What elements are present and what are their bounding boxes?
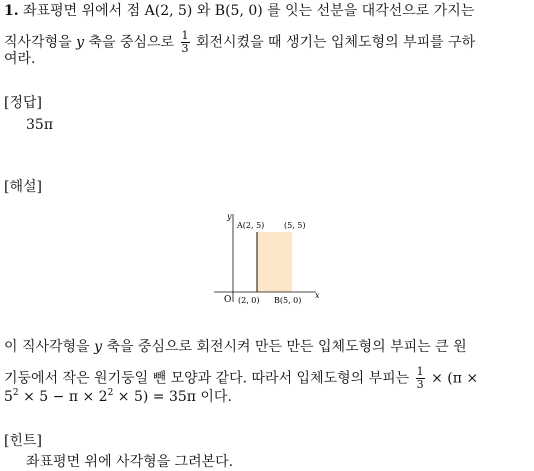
point-top-right-label: (5, 5) [284, 221, 306, 230]
problem-text-2a: 직사각형을 [4, 34, 72, 51]
y-axis-label: y [227, 212, 232, 221]
coordinate-graph [212, 210, 322, 306]
problem-text-2b: 축을 중심으로 [88, 34, 175, 51]
problem-text-3: 여라. [4, 51, 36, 67]
variable-y: y [76, 34, 84, 51]
solution-fraction-numerator: 1 [416, 365, 424, 378]
problem-line-1 [4, 2, 474, 20]
solution-text-2a: 기둥에서 작은 원기둥일 뺀 모양과 같다. 따라서 입체도형의 부피는 [4, 370, 410, 387]
problem-line-2 [4, 30, 475, 55]
fraction-one-third [181, 30, 190, 55]
solution-line-1 [4, 338, 467, 356]
x-axis-label: x [315, 291, 320, 300]
solution-variable-y: y [94, 339, 102, 355]
solution-text-1b: 축을 중심으로 회전시켜 만든 만든 입체도형의 부피는 큰 원 [106, 339, 467, 355]
solution-fraction-one-third [416, 366, 425, 391]
point-A-label: A(2, 5) [237, 221, 265, 230]
solution-text-1a: 이 직사각형을 [4, 339, 90, 355]
solution-text-3a: 5 [4, 389, 13, 405]
solution-text-2b: × (π × [431, 370, 479, 387]
problem-text-1: 좌표평면 위에서 점 A(2, 5) 와 B(5, 0) 를 잇는 선분을 대각선으로 가지는 [23, 3, 475, 19]
point-bottom-left-label: (2, 0) [238, 296, 260, 305]
solution-text-3c: × 5) = 35π 이다. [117, 389, 232, 405]
problem-line-3 [4, 50, 36, 68]
exponent-2: 2 [107, 388, 114, 398]
solution-text-3b: × 5 − π × 2 [23, 389, 108, 405]
solution-line-3 [4, 388, 232, 406]
fraction-denominator: 3 [181, 42, 189, 55]
answer-value: 35π [26, 117, 54, 133]
exponent-1: 2 [12, 388, 19, 398]
origin-label: O [224, 295, 232, 305]
hint-heading: [힌트] [4, 433, 42, 449]
answer-heading: [정답] [4, 95, 42, 111]
problem-number: 1. [4, 3, 19, 19]
fraction-numerator: 1 [181, 29, 189, 42]
point-B-label: B(5, 0) [274, 296, 302, 305]
solution-fraction-denominator: 3 [416, 378, 424, 391]
rectangle-region [257, 232, 292, 292]
solution-heading: [해설] [4, 179, 42, 195]
hint-text: 좌표평면 위에 사각형을 그려본다. [26, 454, 234, 470]
problem-text-2c: 회전시켰을 때 생기는 입체도형의 부피를 구하 [195, 34, 476, 51]
